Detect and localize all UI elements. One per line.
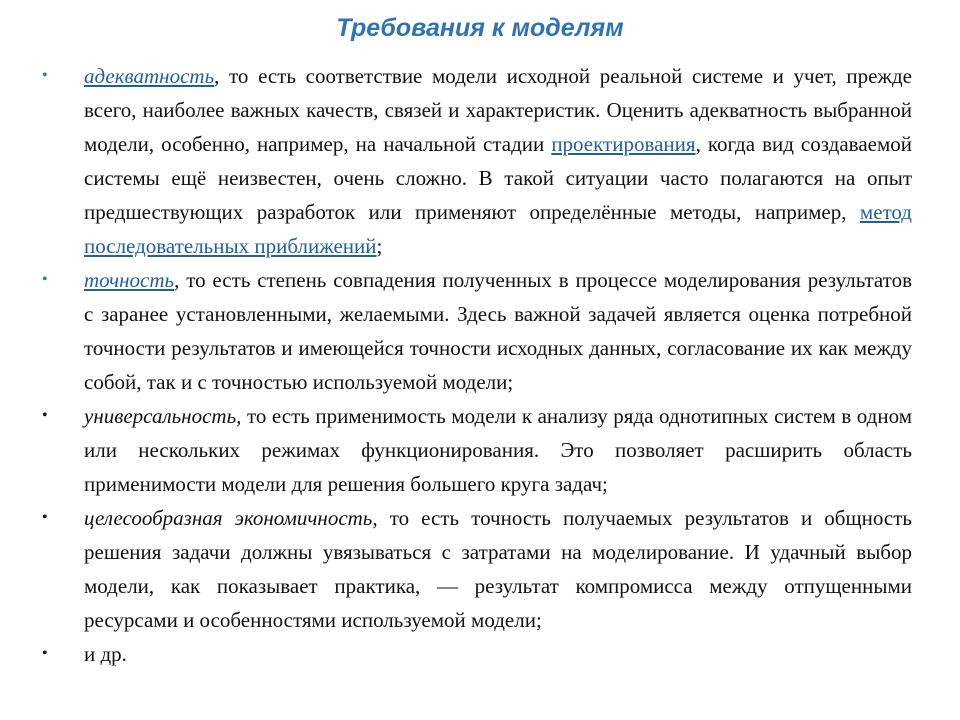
- bullet-icon: •: [42, 67, 48, 84]
- design-link[interactable]: проектирования: [551, 132, 696, 156]
- item-text: ;: [376, 234, 383, 258]
- item-text: , когда вид создаваемой системы ещё неизвестен, очень сложно. В такой ситуации часто полагаются на опыт предшествующих разработок или применяют определённые методы, например,: [84, 132, 912, 224]
- successive-approximation-link[interactable]: метод последовательных приближений: [84, 200, 912, 258]
- item-text: и др.: [84, 642, 127, 666]
- list-item-economy: [42, 501, 912, 637]
- requirements-list: [0, 59, 960, 671]
- bullet-icon: •: [42, 645, 48, 662]
- item-text: , то есть применимость модели к анализу ряда однотипных систем в одном или нескольких режимах функционирования. Это позволяет расширить область применимости модели для решения большего круга задач;: [84, 404, 912, 496]
- economy-term: целесообразная экономичность: [84, 506, 373, 530]
- list-item-accuracy: [42, 263, 912, 399]
- item-text: , то есть соответствие модели исходной реальной системе и учет, прежде всего, наиболее важных качеств, связей и характеристик. Оценить адекватность выбранной модели, особенно, например, на начальной стадии: [84, 64, 912, 156]
- accuracy-link[interactable]: точность: [84, 268, 175, 292]
- bullet-icon: •: [42, 509, 48, 526]
- item-text: , то есть степень совпадения полученных в процессе моделирования результатов с заранее установленными, желаемыми. Здесь важной задачей является оценка потребной точности результатов и имеющейся точности исходных данных, согласование их как между собой, так и с точностью используемой модели;: [84, 268, 912, 394]
- bullet-icon: •: [42, 271, 48, 288]
- list-item-etc: [42, 637, 912, 671]
- page-title: Требования к моделям: [336, 14, 624, 42]
- universality-term: универсальность: [84, 404, 237, 428]
- item-text: , то есть точность получаемых результатов и общность решения задачи должны увязываться с затратами на моделирование. И удачный выбор модели, как показывает практика, — результат компромисса между отпущенными ресурсами и особенностями используемой модели;: [84, 506, 912, 632]
- list-item-adequacy: [42, 59, 912, 263]
- list-item-universality: [42, 399, 912, 501]
- bullet-icon: •: [42, 407, 48, 424]
- adequacy-link[interactable]: адекватность: [84, 64, 215, 88]
